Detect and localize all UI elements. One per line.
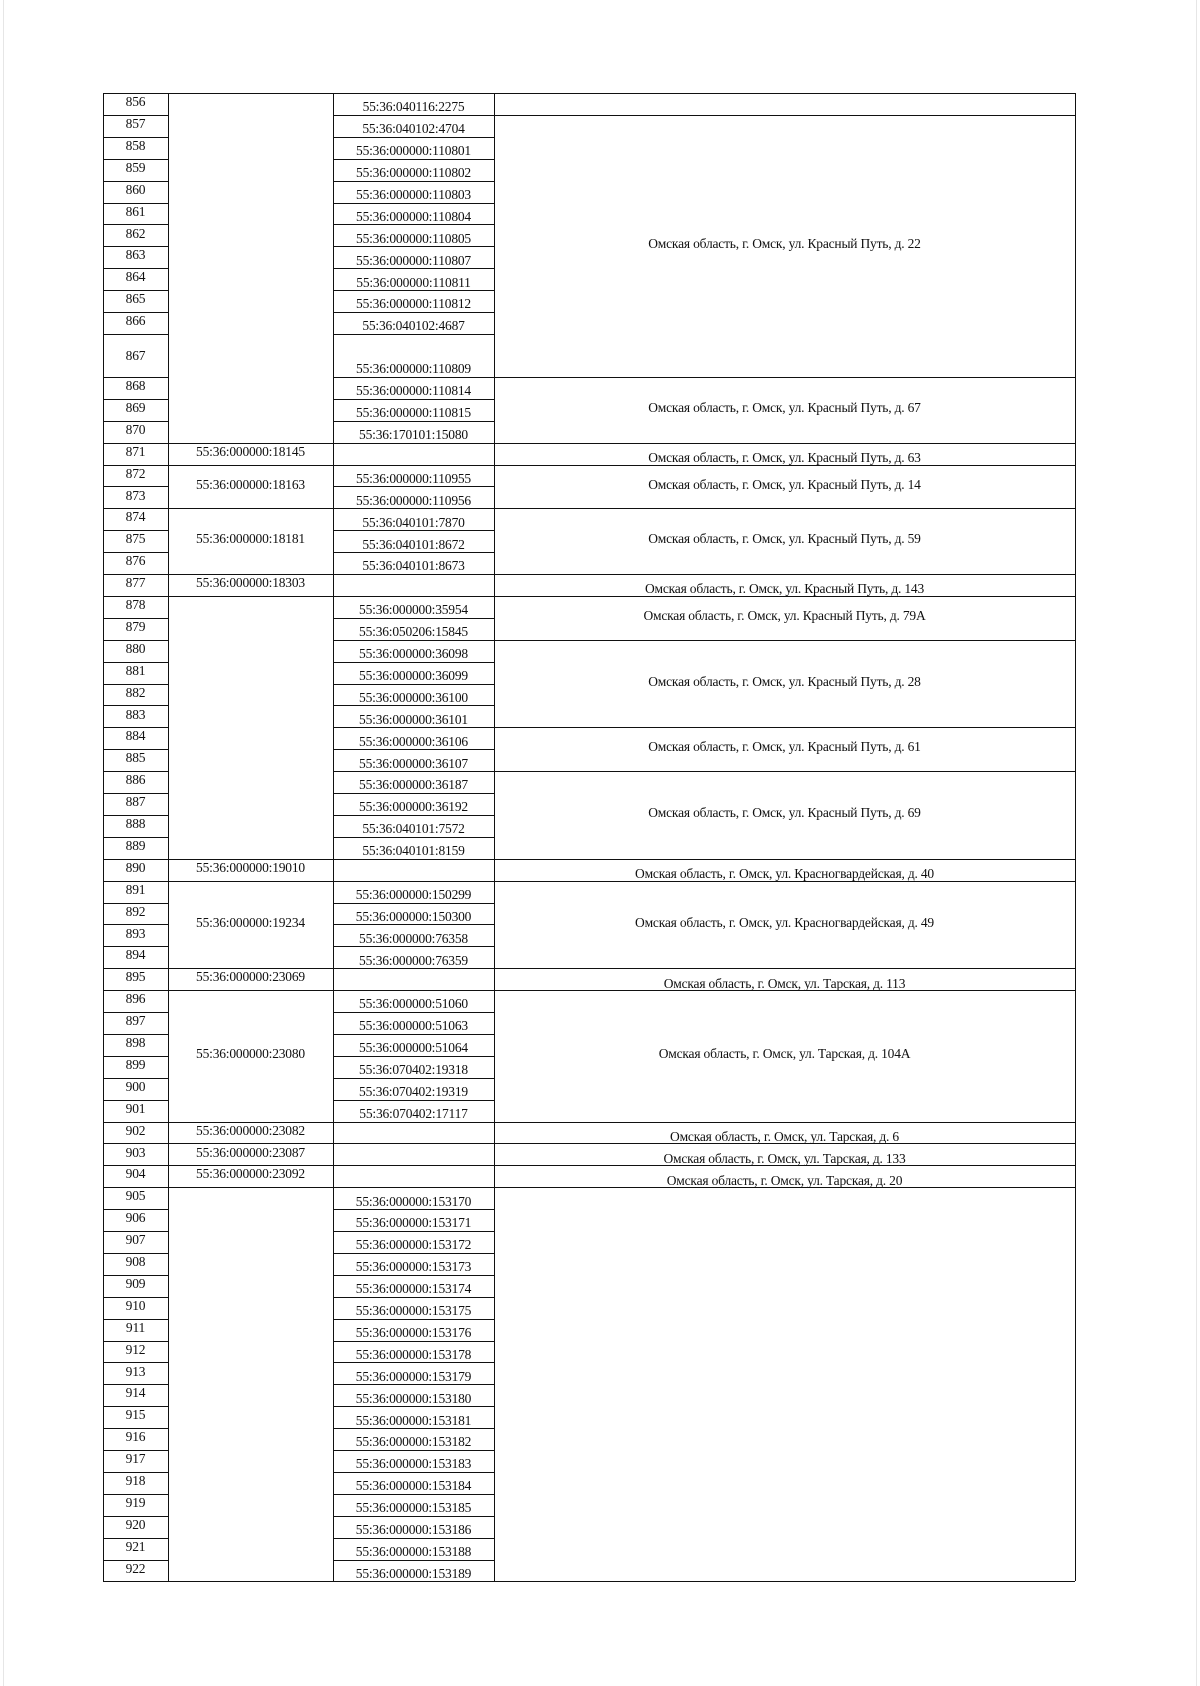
row-number: 892	[125, 903, 146, 919]
cadastral-number-sub: 55:36:000000:153170	[355, 1193, 472, 1209]
address-cell: Омская область, г. Омск, ул. Тарская, д. 6	[670, 1128, 899, 1144]
address-cell	[494, 93, 1075, 115]
row-number: 883	[125, 706, 146, 722]
row-number: 884	[125, 728, 146, 744]
cadastral-number-sub: 55:36:070402:19318	[359, 1062, 468, 1078]
row-number: 910	[125, 1297, 146, 1313]
address-cell: Омская область, г. Омск, ул. Красный Путь, д. 67	[648, 399, 921, 415]
row-number: 894	[125, 947, 146, 963]
row-number: 886	[125, 772, 146, 788]
cadastral-number-sub: 55:36:000000:153179	[355, 1368, 472, 1384]
row-number: 915	[125, 1407, 146, 1423]
row-number: 879	[125, 618, 146, 634]
cadastral-number-sub: 55:36:000000:153173	[355, 1259, 472, 1275]
row-number: 919	[125, 1494, 146, 1510]
address-cell: Омская область, г. Омск, ул. Красногвардейская, д. 40	[635, 866, 934, 882]
row-number: 888	[125, 816, 146, 832]
address-cell: Омская область, г. Омск, ул. Тарская, д. 113	[663, 975, 906, 991]
cadastral-number-sub: 55:36:170101:15080	[359, 427, 468, 443]
row-number: 889	[125, 837, 146, 853]
cadastral-number-sub: 55:36:000000:153172	[355, 1237, 472, 1253]
cadastral-number-sub	[333, 859, 494, 880]
cadastral-number-sub	[333, 1165, 494, 1186]
cadastral-number-sub: 55:36:040102:4687	[362, 318, 465, 334]
border-right	[1075, 93, 1076, 1581]
cadastral-number-sub: 55:36:000000:36099	[359, 667, 468, 683]
cadastral-number-sub: 55:36:000000:36192	[359, 799, 468, 815]
row-number: 859	[125, 159, 146, 175]
cadastral-number-sub: 55:36:000000:153171	[355, 1215, 472, 1231]
cadastral-number-sub: 55:36:000000:110807	[356, 252, 471, 268]
row-number: 861	[125, 203, 146, 219]
address-cell: Омская область, г. Омск, ул. Красный Путь, д. 61	[648, 739, 921, 755]
cadastral-number-sub: 55:36:000000:36100	[359, 689, 468, 705]
cadastral-number-main: 55:36:000000:19234	[196, 914, 305, 930]
cadastral-number-sub: 55:36:000000:153174	[355, 1281, 472, 1297]
row-number: 893	[125, 925, 146, 941]
row-number: 868	[125, 378, 146, 394]
row-number: 903	[125, 1144, 146, 1160]
group-line-address	[494, 1581, 1075, 1582]
row-number: 856	[125, 94, 146, 110]
address-cell: Омская область, г. Омск, ул. Красногвардейская, д. 49	[635, 914, 934, 930]
cadastral-number-sub: 55:36:000000:35954	[359, 602, 468, 618]
cadastral-number-sub: 55:36:000000:110814	[356, 383, 471, 399]
row-number: 918	[125, 1473, 146, 1489]
cadastral-number-sub: 55:36:000000:150300	[355, 908, 472, 924]
cadastral-number-main: 55:36:000000:19010	[196, 859, 305, 875]
cadastral-number-sub	[333, 1122, 494, 1143]
cadastral-number-sub: 55:36:000000:153184	[355, 1478, 472, 1494]
cadastral-number-sub: 55:36:000000:153185	[355, 1500, 472, 1516]
cadastral-number-main	[168, 594, 333, 857]
cadastral-number-sub: 55:36:000000:36106	[359, 733, 468, 749]
cadastral-number-sub: 55:36:000000:153176	[355, 1324, 472, 1340]
cadastral-number-sub: 55:36:000000:153189	[355, 1565, 472, 1581]
row-number: 901	[125, 1100, 146, 1116]
row-number: 902	[125, 1122, 146, 1138]
row-number: 885	[125, 750, 146, 766]
cadastral-number-sub: 55:36:000000:51064	[359, 1040, 468, 1056]
row-number: 907	[125, 1232, 146, 1248]
row-number: 881	[125, 662, 146, 678]
cadastral-number-sub: 55:36:000000:150299	[355, 886, 472, 902]
cadastral-number-sub: 55:36:000000:110804	[356, 208, 471, 224]
cadastral-number-sub	[333, 574, 494, 595]
cadastral-number-sub: 55:36:040101:8159	[362, 843, 465, 859]
row-number: 864	[125, 269, 146, 285]
row-number: 872	[125, 465, 146, 481]
cadastral-number-sub	[333, 968, 494, 989]
cadastral-number-main: 55:36:000000:18145	[196, 443, 305, 459]
cadastral-number-sub: 55:36:000000:153183	[355, 1456, 472, 1472]
row-number: 899	[125, 1056, 146, 1072]
address-cell: Омская область, г. Омск, ул. Красный Путь, д. 22	[648, 236, 921, 252]
row-number: 909	[125, 1275, 146, 1291]
cadastral-number-sub: 55:36:000000:110956	[356, 492, 471, 508]
cadastral-number-sub: 55:36:000000:51063	[359, 1018, 468, 1034]
cadastral-number-main: 55:36:000000:23092	[196, 1166, 305, 1182]
address-cell: Омская область, г. Омск, ул. Красный Путь, д. 63	[648, 449, 921, 465]
row-number: 870	[125, 421, 146, 437]
group-line-col-a	[168, 1581, 333, 1582]
cadastral-number-sub: 55:36:000000:110811	[356, 274, 471, 290]
address-cell: Омская область, г. Омск, ул. Красный Путь, д. 143	[644, 581, 925, 597]
cadastral-number-main	[168, 91, 333, 441]
cadastral-number-main: 55:36:000000:18163	[196, 476, 305, 492]
row-number: 897	[125, 1013, 146, 1029]
row-line-col-b	[333, 1581, 494, 1582]
address-cell: Омская область, г. Омск, ул. Красный Путь, д. 69	[648, 805, 921, 821]
cadastral-number-sub: 55:36:000000:36107	[359, 755, 468, 771]
address-cell	[494, 1185, 1075, 1579]
row-number: 860	[125, 181, 146, 197]
row-number: 921	[125, 1538, 146, 1554]
row-number: 890	[125, 859, 146, 875]
cadastral-number-sub	[333, 1143, 494, 1164]
row-number: 877	[125, 575, 146, 591]
row-number: 869	[125, 399, 146, 415]
cadastral-number-sub: 55:36:000000:110955	[356, 470, 471, 486]
address-cell: Омская область, г. Омск, ул. Тарская, д. 133	[663, 1150, 906, 1166]
row-number: 912	[125, 1341, 146, 1357]
cadastral-number-main: 55:36:000000:23080	[196, 1046, 305, 1062]
row-number: 920	[125, 1516, 146, 1532]
cadastral-number-main: 55:36:000000:18303	[196, 575, 305, 591]
cadastral-number-sub: 55:36:000000:153181	[355, 1412, 472, 1428]
address-cell: Омская область, г. Омск, ул. Красный Путь, д. 28	[648, 673, 921, 689]
cadastral-number-sub: 55:36:000000:110802	[356, 165, 471, 181]
row-number: 908	[125, 1254, 146, 1270]
cadastral-number-sub: 55:36:000000:36098	[359, 646, 468, 662]
cadastral-number-sub: 55:36:000000:51060	[359, 996, 468, 1012]
cadastral-number-sub: 55:36:000000:153188	[355, 1543, 472, 1559]
cadastral-number-sub	[333, 443, 494, 464]
row-number: 866	[125, 313, 146, 329]
cadastral-number-sub: 55:36:050206:15845	[359, 624, 468, 640]
cadastral-number-main: 55:36:000000:23069	[196, 969, 305, 985]
row-number: 895	[125, 969, 146, 985]
cadastral-number-sub: 55:36:000000:153186	[355, 1522, 472, 1538]
row-number: 896	[125, 991, 146, 1007]
row-number: 880	[125, 640, 146, 656]
scan-edge-right	[1196, 0, 1197, 1686]
row-number: 914	[125, 1385, 146, 1401]
cadastral-number-sub: 55:36:000000:153180	[355, 1390, 472, 1406]
cadastral-number-sub: 55:36:040101:8672	[362, 536, 465, 552]
cadastral-number-sub: 55:36:000000:76359	[359, 952, 468, 968]
row-number: 862	[125, 225, 146, 241]
address-cell: Омская область, г. Омск, ул. Красный Путь, д. 14	[648, 476, 921, 492]
cadastral-number-sub: 55:36:070402:17117	[359, 1105, 468, 1121]
row-number: 876	[125, 553, 146, 569]
cadastral-number-sub: 55:36:000000:153175	[355, 1303, 472, 1319]
cadastral-number-sub: 55:36:000000:110801	[356, 143, 471, 159]
cadastral-number-sub: 55:36:000000:153178	[355, 1346, 472, 1362]
row-number: 882	[125, 684, 146, 700]
cadastral-number-main: 55:36:000000:23087	[196, 1144, 305, 1160]
cadastral-number-main: 55:36:000000:18181	[196, 531, 305, 547]
cadastral-number-sub: 55:36:000000:76358	[359, 930, 468, 946]
cadastral-number-sub: 55:36:000000:36187	[359, 777, 468, 793]
cadastral-number-sub: 55:36:040101:7572	[362, 821, 465, 837]
row-number: 905	[125, 1188, 146, 1204]
row-number: 874	[125, 509, 146, 525]
row-number: 858	[125, 137, 146, 153]
address-cell: Омская область, г. Омск, ул. Тарская, д. 20	[666, 1172, 903, 1188]
row-number: 863	[125, 247, 146, 263]
row-number: 916	[125, 1429, 146, 1445]
row-number: 900	[125, 1078, 146, 1094]
row-number: 891	[125, 881, 146, 897]
cadastral-number-sub: 55:36:000000:110815	[356, 405, 471, 421]
row-number: 917	[125, 1451, 146, 1467]
cadastral-number-sub: 55:36:000000:36101	[359, 711, 468, 727]
cadastral-number-sub: 55:36:040102:4704	[362, 121, 465, 137]
cadastral-number-sub: 55:36:000000:110805	[356, 230, 471, 246]
address-cell: Омская область, г. Омск, ул. Красный Путь, д. 79А	[643, 608, 926, 624]
row-number: 904	[125, 1166, 146, 1182]
row-number: 857	[125, 116, 146, 132]
cadastral-number-main	[168, 1185, 333, 1579]
cadastral-number-sub: 55:36:040101:8673	[362, 558, 465, 574]
address-cell: Омская область, г. Омск, ул. Красный Путь, д. 59	[648, 531, 921, 547]
cadastral-number-sub: 55:36:000000:110803	[356, 186, 471, 202]
cadastral-number-sub: 55:36:070402:19319	[359, 1084, 468, 1100]
row-number: 865	[125, 291, 146, 307]
row-number: 871	[125, 443, 146, 459]
row-number: 878	[125, 597, 146, 613]
cadastral-number-sub: 55:36:000000:153182	[355, 1434, 472, 1450]
row-number: 887	[125, 794, 146, 810]
row-number: 911	[125, 1319, 146, 1335]
cadastral-number-sub: 55:36:040101:7870	[362, 514, 465, 530]
row-number: 913	[125, 1363, 146, 1379]
cadastral-number-sub: 55:36:040116:2275	[362, 99, 465, 115]
cadastral-number-main: 55:36:000000:23082	[196, 1122, 305, 1138]
address-cell: Омская область, г. Омск, ул. Тарская, д. 104А	[658, 1046, 911, 1062]
cadastral-number-sub: 55:36:000000:110812	[356, 296, 471, 312]
row-number: 875	[125, 531, 146, 547]
row-number: 906	[125, 1210, 146, 1226]
scan-edge-left	[3, 0, 4, 1686]
row-number: 867	[125, 347, 146, 363]
row-number: 898	[125, 1035, 146, 1051]
row-line-number	[103, 1581, 168, 1582]
cadastral-number-sub: 55:36:000000:110809	[356, 361, 471, 377]
row-number: 922	[125, 1560, 146, 1576]
row-number: 873	[125, 487, 146, 503]
